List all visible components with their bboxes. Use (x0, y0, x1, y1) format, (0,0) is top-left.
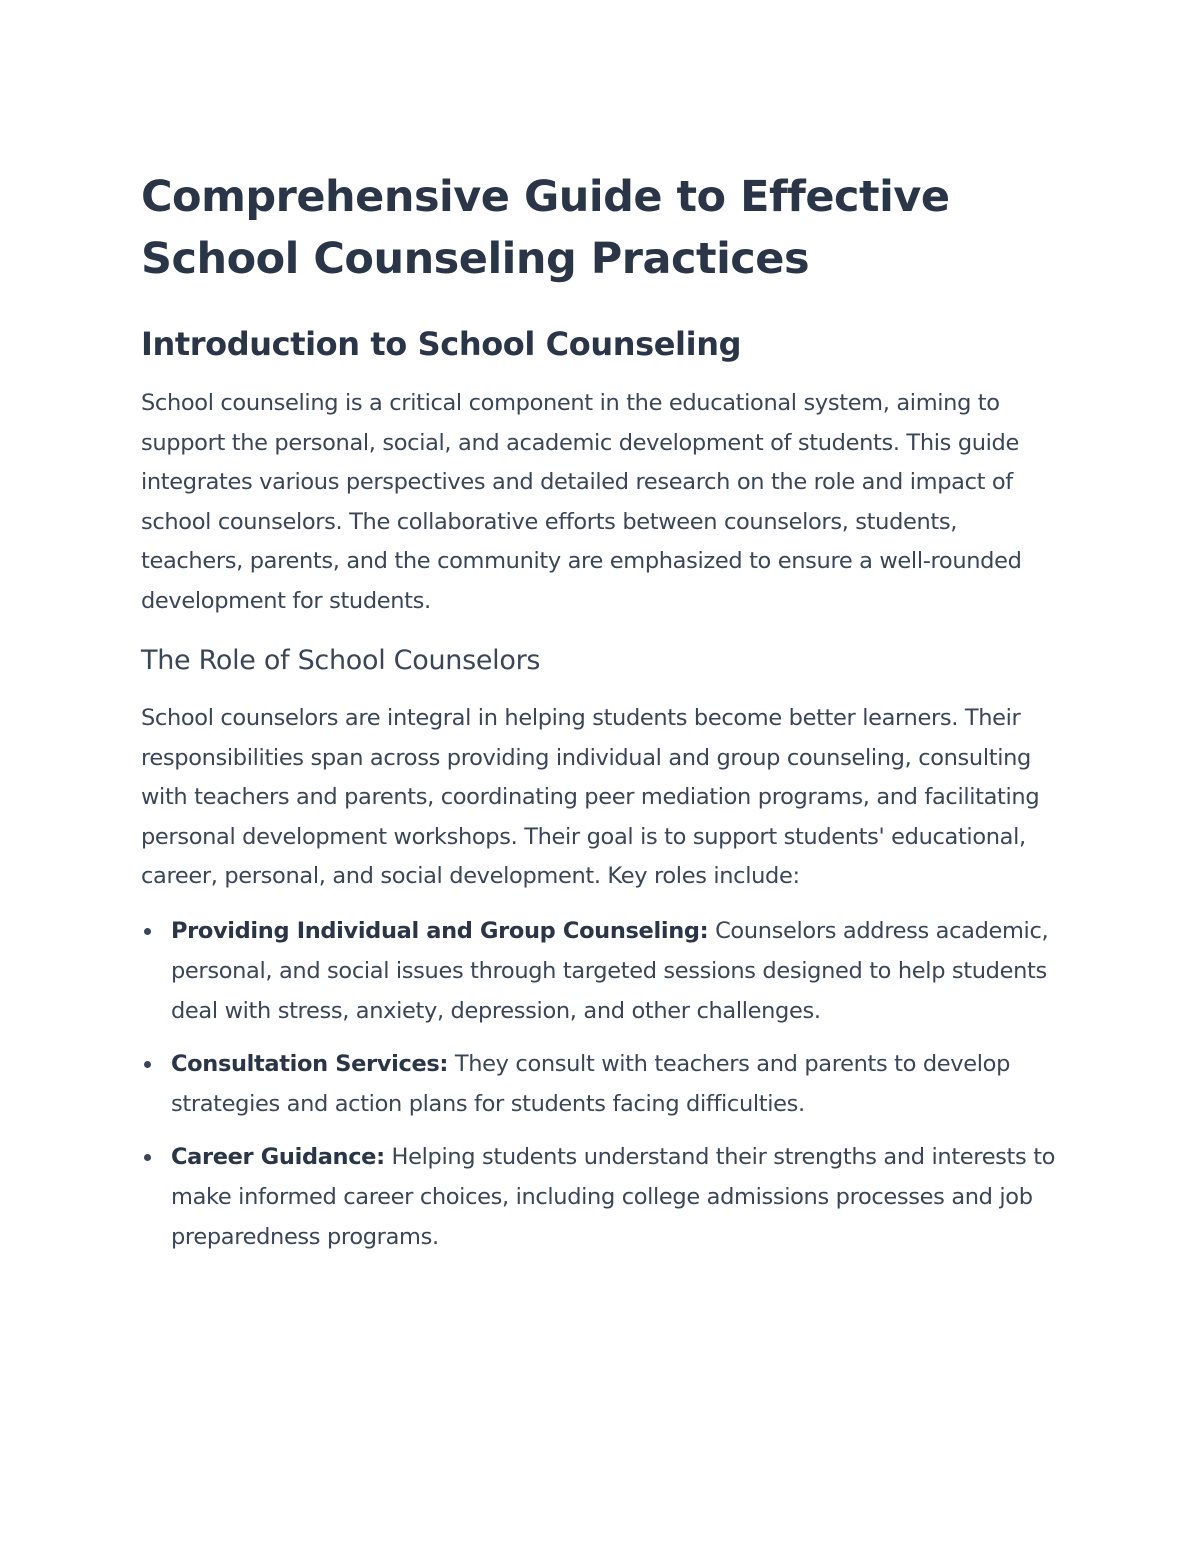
list-item (141, 1137, 1061, 1257)
role-description: They consult with teachers and parents to develop strategies and action plans for students facing difficulties. (171, 1050, 1011, 1117)
roles-list (141, 911, 1061, 1257)
role-description: Helping students understand their strengths and interests to make informed career choices, including college admissions processes and job preparedness programs. (171, 1143, 1056, 1250)
document-page (141, 166, 1061, 1270)
role-paragraph: School counselors are integral in helping students become better learners. Their responsibilities span across providing individual and group counseling, consulting with teachers and parents, coordinating peer mediation programs, and facilitating personal development workshops. Their goal is to support students' educational, career, personal, and social development. Key roles include: (141, 705, 1040, 889)
intro-paragraph: School counseling is a critical component in the educational system, aiming to support the personal, social, and academic development of students. This guide integrates various perspectives and detailed research on the role and impact of school counselors. The collaborative efforts between counselors, students, teachers, parents, and the community are emphasized to ensure a well-rounded development for students. (141, 390, 1022, 614)
role-term: Providing Individual and Group Counseling: (171, 917, 709, 944)
role-heading: The Role of School Counselors (141, 645, 541, 676)
list-item (141, 1044, 1061, 1124)
role-description: Counselors address academic, personal, and social issues through targeted sessions designed to help students deal with stress, anxiety, depression, and other challenges. (171, 917, 1049, 1024)
bullet-icon (144, 1154, 151, 1161)
bullet-icon (144, 1061, 151, 1068)
role-term: Consultation Services: (171, 1050, 449, 1077)
document-title: Comprehensive Guide to Effective School Counseling Practices (141, 172, 950, 284)
bullet-icon (144, 928, 151, 935)
list-item (141, 911, 1061, 1031)
intro-heading: Introduction to School Counseling (141, 325, 742, 363)
role-term: Career Guidance: (171, 1143, 385, 1170)
